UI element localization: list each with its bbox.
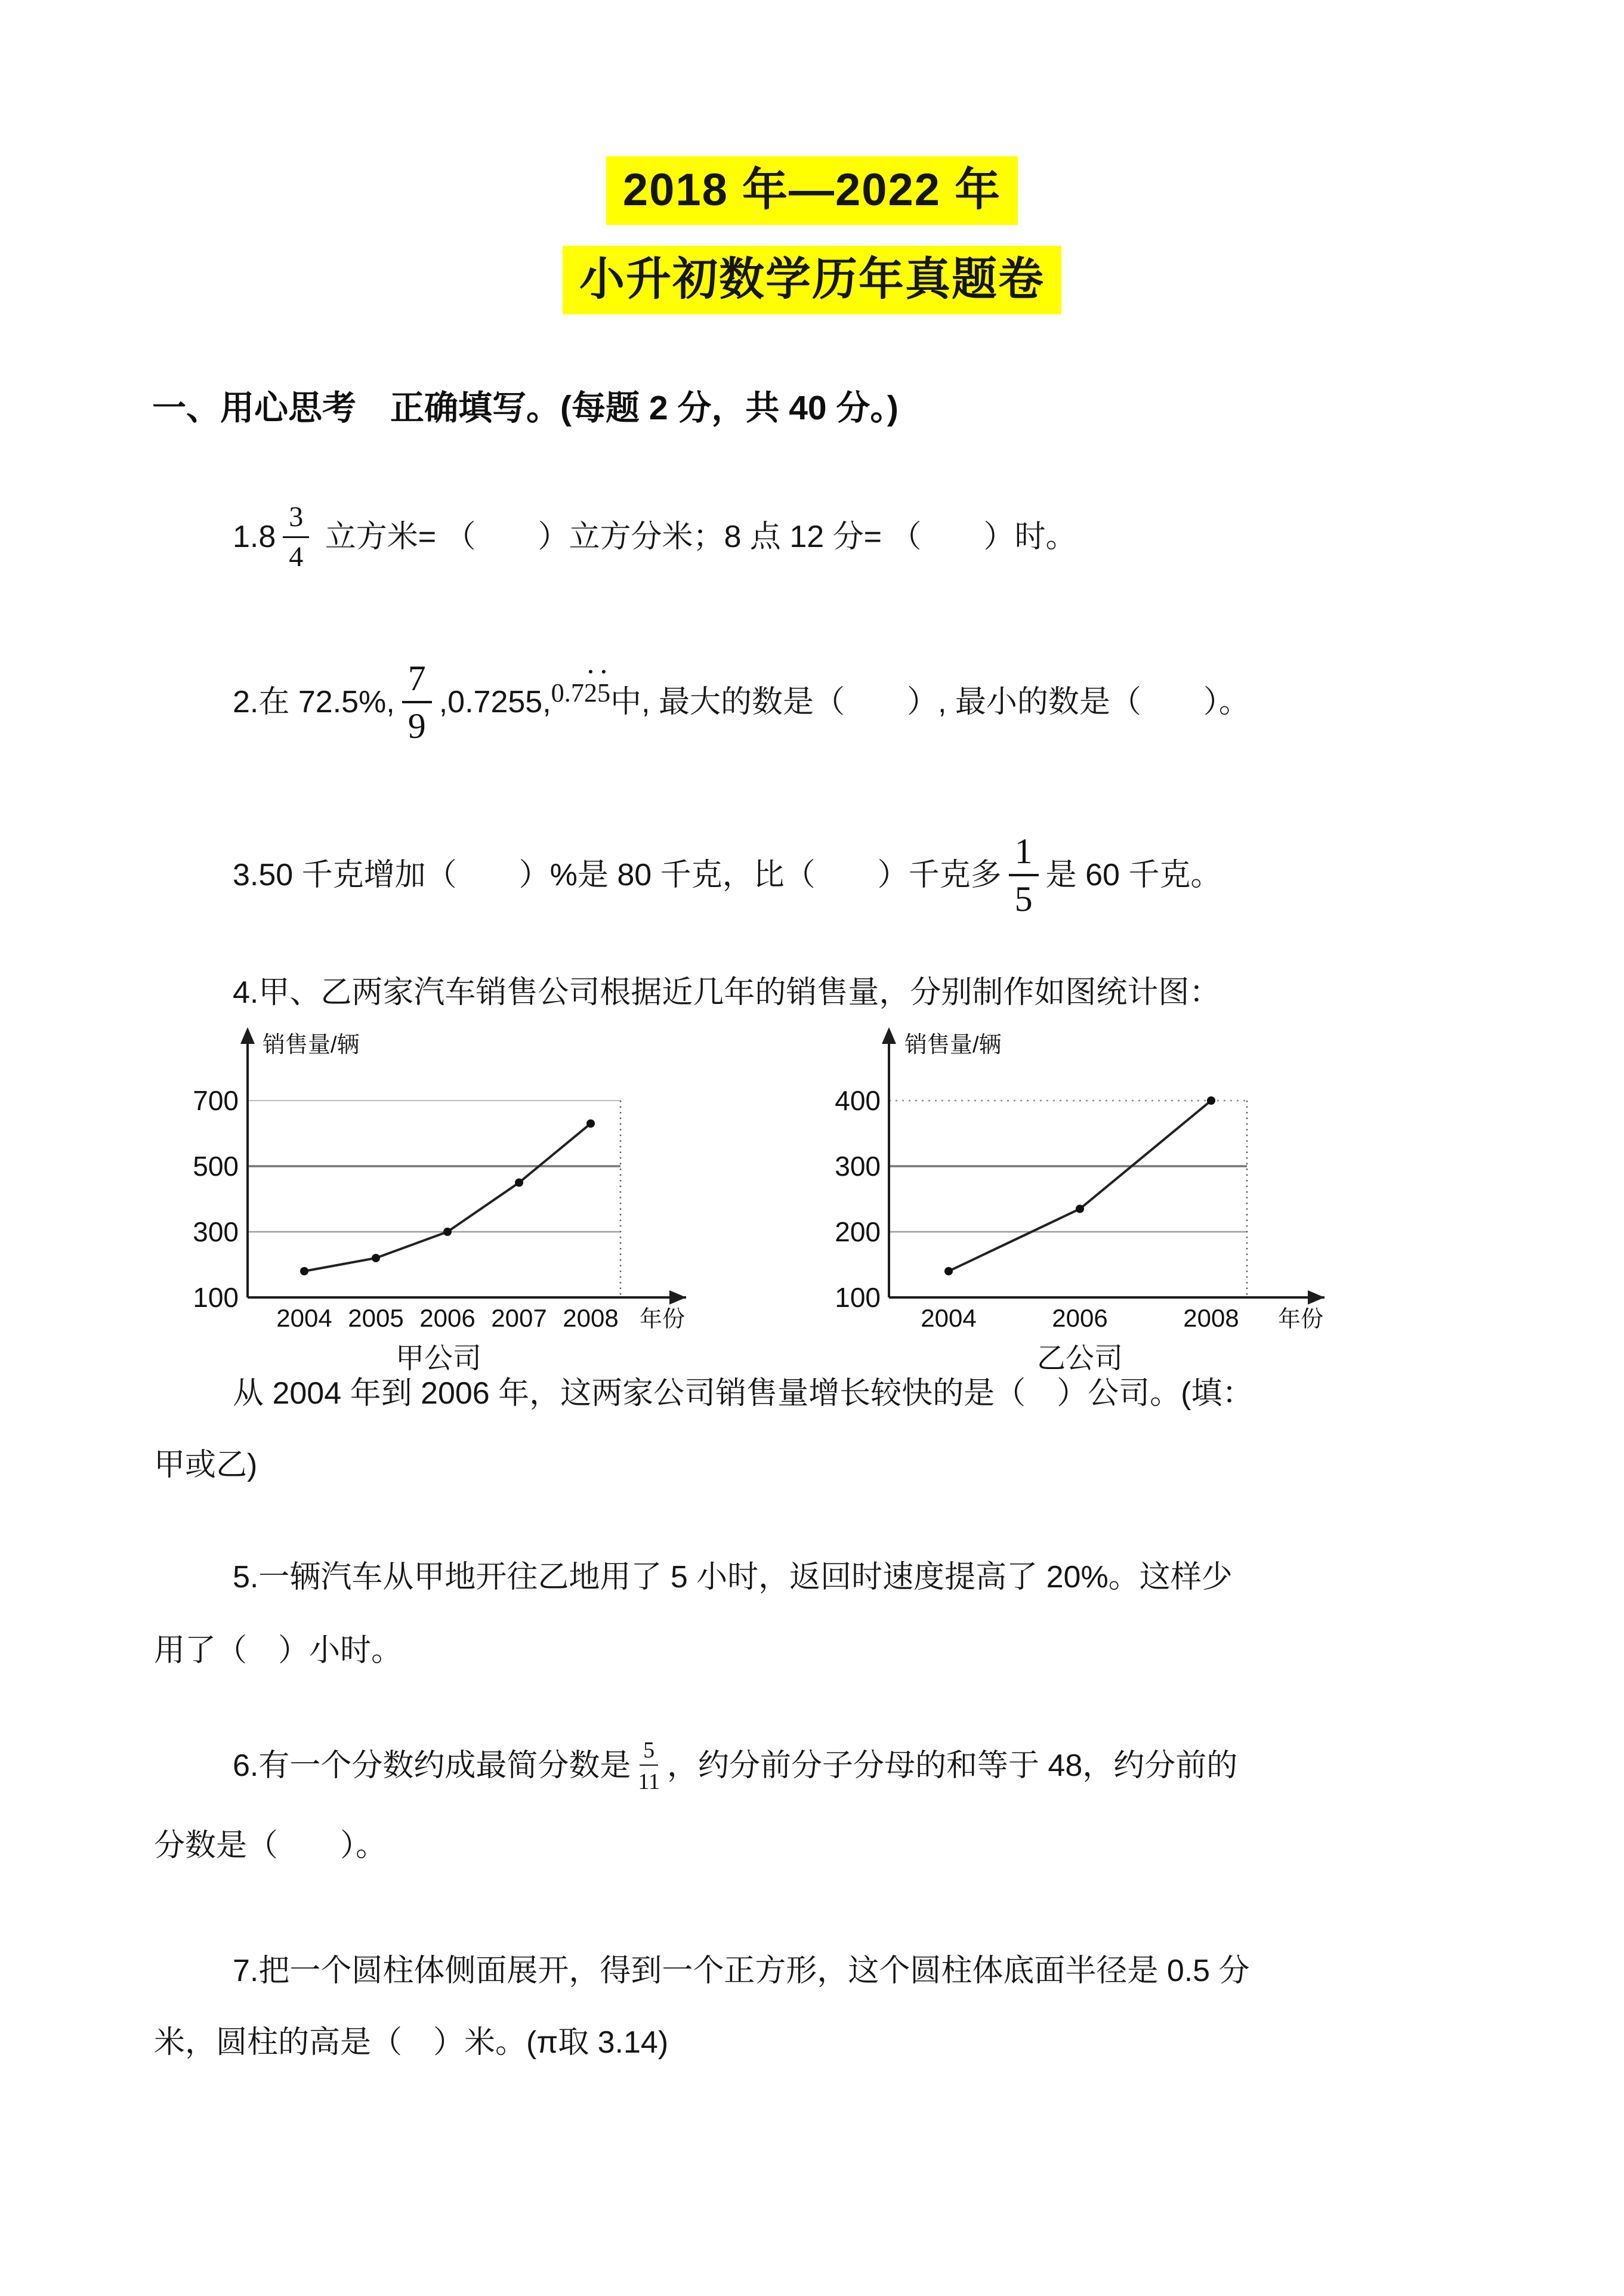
data-point-2006 xyxy=(443,1228,452,1236)
question-1-text-post: 立方米= （ ）立方分米；8 点 12 分= （ ）时。 xyxy=(316,519,1077,554)
y-axis-label: 销售量/辆 xyxy=(263,1033,360,1058)
question-4-followup-line1: 从 2004 年到 2006 年，这两家公司销售量增长较快的是（ ）公司。(填： xyxy=(233,1376,1253,1411)
y-tick-label-100: 100 xyxy=(835,1282,881,1313)
sales-line-series xyxy=(949,1101,1211,1271)
question-5-line1: 5.一辆汽车从甲地开往乙地用了 5 小时，返回时速度提高了 20%。这样少 xyxy=(233,1560,1233,1594)
chart-caption: 甲公司 xyxy=(395,1343,482,1374)
section-heading: 一、用心思考 正确填写。(每题 2 分，共 40 分。) xyxy=(152,389,899,427)
x-axis-arrow-icon xyxy=(1308,1290,1324,1305)
sales-line-series xyxy=(304,1124,591,1272)
data-point-2008 xyxy=(1207,1096,1215,1105)
repeating-decimal-0.725: 0.7 2 5 xyxy=(551,676,610,709)
question-5-line2: 用了（ ）小时。 xyxy=(154,1633,403,1668)
y-tick-label-200: 200 xyxy=(835,1216,881,1247)
y-tick-label-700: 700 xyxy=(193,1085,239,1116)
question-6-line2: 分数是（ ）。 xyxy=(154,1828,387,1863)
question-2-text-pre: 2.在 72.5%, xyxy=(233,684,395,719)
chart-company-b xyxy=(829,1020,1342,1378)
x-tick-label-2005: 2005 xyxy=(348,1304,404,1332)
data-point-2004 xyxy=(944,1267,953,1275)
exam-title-line1 xyxy=(0,156,1624,225)
data-point-2006 xyxy=(1076,1205,1084,1213)
data-point-2007 xyxy=(515,1179,523,1187)
question-6-line1 xyxy=(233,1727,1237,1804)
x-axis-label: 年份 xyxy=(1278,1307,1324,1332)
fraction-3-4: $\frac{3}{4}$ xyxy=(283,503,309,571)
y-axis-label: 销售量/辆 xyxy=(904,1033,1002,1058)
exam-title-year-range: 2018 年—2022 年 xyxy=(606,156,1018,225)
question-3-text-post: 是 60 千克。 xyxy=(1045,857,1222,892)
exam-title-line2 xyxy=(0,246,1624,314)
y-axis-arrow-icon xyxy=(240,1027,255,1044)
x-axis-label: 年份 xyxy=(640,1307,686,1332)
y-tick-label-400: 400 xyxy=(835,1085,881,1116)
x-axis-arrow-icon xyxy=(669,1290,686,1305)
data-point-2004 xyxy=(300,1267,308,1275)
fraction-5-11: $\frac{5}{11}$ xyxy=(638,1737,660,1794)
y-tick-label-300: 300 xyxy=(193,1216,239,1247)
question-7-line2: 米，圆柱的高是（ ）米。(π取 3.14) xyxy=(154,2025,669,2060)
x-tick-label-2006: 2006 xyxy=(419,1304,476,1332)
question-2 xyxy=(233,639,1250,765)
question-1-text-pre: 1.8 xyxy=(233,519,276,554)
chart-company-a xyxy=(179,1020,704,1378)
y-axis-arrow-icon xyxy=(882,1027,896,1044)
question-4 xyxy=(233,974,1220,1012)
question-4-text: 4.甲、乙两家汽车销售公司根据近几年的销售量，分别制作如图统计图： xyxy=(233,975,1221,1010)
x-tick-label-2008: 2008 xyxy=(1183,1304,1239,1332)
x-tick-label-2008: 2008 xyxy=(563,1304,619,1332)
question-3-text-pre: 3.50 千克增加（ ）%是 80 千克，比（ ）千克多 xyxy=(233,857,1002,892)
data-point-2008 xyxy=(586,1120,595,1128)
question-6-text-post: ，约分前分子分母的和等于 48，约分前的 xyxy=(666,1748,1238,1783)
fraction-7-9: $\frac{7}{9}$ xyxy=(402,660,432,744)
question-6-text-pre: 6.有一个分数约成最简分数是 xyxy=(233,1748,631,1783)
exam-title-name: 小升初数学历年真题卷 xyxy=(563,246,1061,314)
x-tick-label-2004: 2004 xyxy=(276,1304,332,1332)
fraction-1-5: $\frac{1}{5}$ xyxy=(1009,833,1039,917)
question-2-text-post: 中, 最大的数是（ ）, 最小的数是（ ）。 xyxy=(610,684,1250,719)
y-tick-label-300: 300 xyxy=(835,1151,881,1182)
x-tick-label-2004: 2004 xyxy=(921,1304,977,1332)
question-7-line1: 7.把一个圆柱体侧面展开，得到一个正方形，这个圆柱体底面半径是 0.5 分 xyxy=(233,1954,1250,1988)
question-1 xyxy=(233,492,1076,582)
y-tick-label-100: 100 xyxy=(193,1282,239,1313)
question-4-followup-line2: 甲或乙) xyxy=(154,1448,258,1482)
data-point-2005 xyxy=(372,1254,380,1262)
chart-caption: 乙公司 xyxy=(1036,1343,1123,1374)
x-tick-label-2007: 2007 xyxy=(491,1304,547,1332)
question-3 xyxy=(233,812,1221,938)
y-tick-label-500: 500 xyxy=(193,1151,239,1182)
x-tick-label-2006: 2006 xyxy=(1052,1304,1108,1332)
question-2-text-mid: ,0.7255, xyxy=(439,684,551,719)
